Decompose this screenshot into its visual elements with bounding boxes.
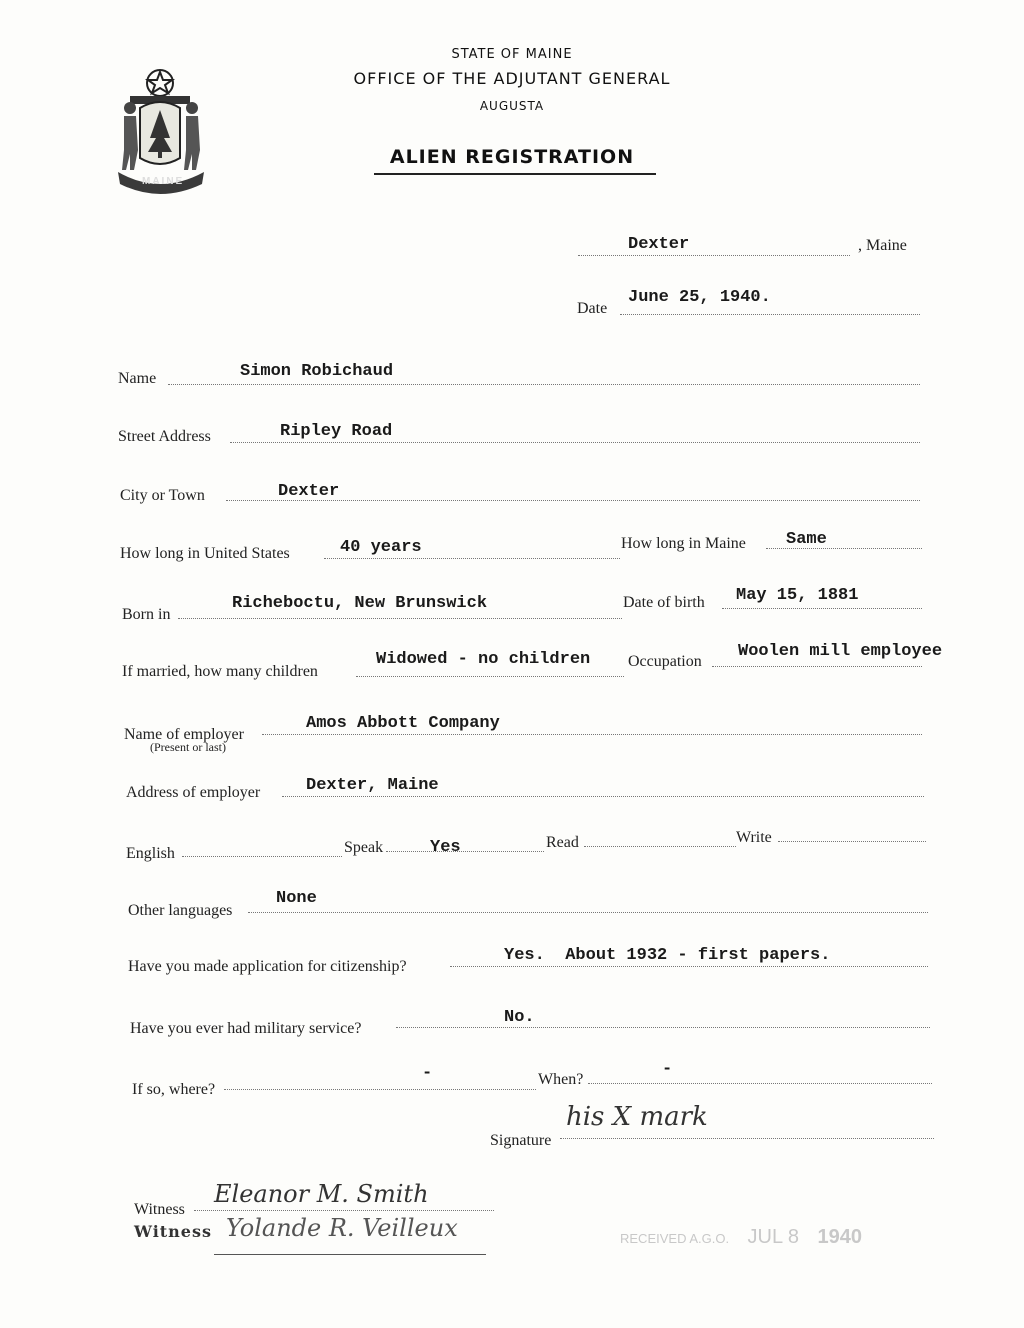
witness-1-label: Witness	[134, 1201, 185, 1218]
witness-2-line	[214, 1254, 486, 1255]
where-line	[224, 1089, 536, 1090]
header-city: AUGUSTA	[479, 99, 545, 113]
children-line	[356, 676, 624, 677]
employer-address-line	[282, 796, 924, 797]
name-label: Name	[118, 370, 157, 387]
header-state: STATE OF MAINE	[451, 47, 573, 62]
born-in-label: Born in	[122, 606, 171, 623]
witness-2-label: Witness	[134, 1222, 212, 1241]
page-title: ALIEN REGISTRATION	[389, 146, 635, 168]
stamp-date: JUL 8	[747, 1226, 800, 1248]
where-label: If so, where?	[132, 1081, 216, 1098]
street-label: Street Address	[118, 428, 211, 445]
signature-line	[560, 1138, 934, 1139]
name-line	[168, 384, 920, 385]
name-value: Simon Robichaud	[240, 362, 394, 381]
date-line	[620, 314, 920, 315]
read-label: Read	[546, 834, 579, 851]
city-label: City or Town	[120, 487, 205, 504]
english-label: English	[126, 845, 175, 862]
street-line	[230, 442, 920, 443]
header-office: OFFICE OF THE ADJUTANT GENERAL	[353, 69, 671, 88]
other-languages-line	[248, 912, 928, 913]
witness-1-line	[194, 1210, 494, 1211]
children-label: If married, how many children	[122, 663, 318, 680]
employer-label: Name of employer	[124, 726, 244, 743]
write-line	[778, 841, 926, 842]
children-value: Widowed - no children	[376, 650, 591, 669]
military-value: No.	[504, 1008, 535, 1027]
employer-value: Amos Abbott Company	[306, 714, 500, 733]
signature-mark: his X mark	[566, 1102, 708, 1132]
witness-1-signature: Eleanor M. Smith	[214, 1180, 429, 1208]
employer-address-value: Dexter, Maine	[306, 776, 439, 795]
place-line	[578, 255, 850, 256]
date-value: June 25, 1940.	[628, 288, 771, 307]
where-value: -	[422, 1064, 433, 1083]
received-stamp	[620, 1226, 862, 1249]
maine-duration-label: How long in Maine	[621, 535, 746, 552]
occupation-line	[712, 666, 922, 667]
city-value: Dexter	[278, 482, 340, 501]
born-in-line	[178, 618, 622, 619]
street-value: Ripley Road	[280, 422, 393, 441]
signature-label: Signature	[490, 1132, 552, 1149]
citizenship-line	[450, 966, 928, 967]
read-line	[584, 846, 736, 847]
english-line	[182, 856, 342, 857]
place-suffix: , Maine	[858, 237, 907, 254]
dob-value: May 15, 1881	[736, 586, 859, 605]
other-languages-value: None	[276, 889, 317, 908]
dob-label: Date of birth	[623, 594, 705, 611]
date-label: Date	[577, 300, 608, 317]
when-value: -	[662, 1060, 673, 1079]
employer-line	[262, 734, 922, 735]
maine-duration-value: Same	[786, 530, 827, 549]
military-line	[396, 1027, 930, 1028]
other-languages-label: Other languages	[128, 902, 233, 919]
citizenship-label: Have you made application for citizenship?	[128, 958, 407, 975]
occupation-label: Occupation	[628, 653, 702, 670]
citizenship-value: Yes. About 1932 - first papers.	[504, 946, 831, 965]
stamp-year: 1940	[817, 1226, 863, 1248]
military-label: Have you ever had military service?	[130, 1020, 362, 1037]
occupation-value: Woolen mill employee	[738, 642, 943, 661]
speak-line	[386, 851, 544, 852]
title-underline	[374, 173, 656, 175]
place-value: Dexter	[628, 235, 690, 254]
witness-2-signature: Yolande R. Veilleux	[226, 1214, 458, 1242]
employer-sublabel: (Present or last)	[150, 740, 226, 754]
when-label: When?	[538, 1071, 584, 1088]
dob-line	[722, 608, 922, 609]
speak-label: Speak	[344, 839, 384, 856]
write-label: Write	[736, 829, 772, 846]
us-duration-line	[324, 558, 620, 559]
when-line	[588, 1083, 932, 1084]
us-duration-value: 40 years	[340, 538, 422, 557]
speak-value: Yes	[430, 838, 461, 857]
stamp-text: RECEIVED A.G.O.	[620, 1231, 730, 1246]
born-in-value: Richeboctu, New Brunswick	[232, 594, 488, 613]
employer-address-label: Address of employer	[126, 784, 261, 801]
us-duration-label: How long in United States	[120, 545, 290, 562]
seal-banner-text: MAINE	[142, 176, 185, 187]
